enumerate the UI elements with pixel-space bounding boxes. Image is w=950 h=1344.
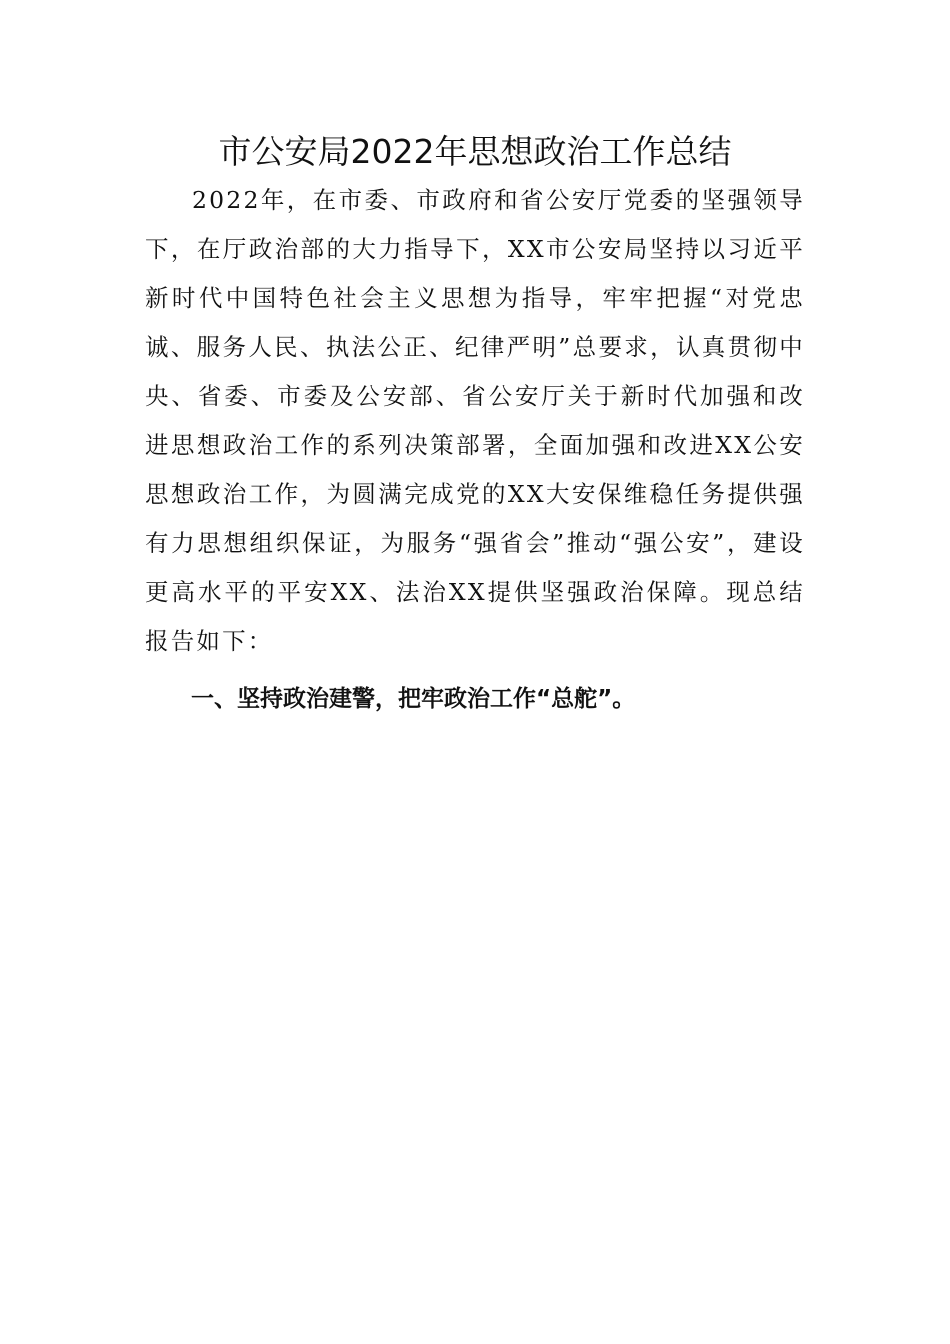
document-title: 市公安局2022年思想政治工作总结 xyxy=(218,132,732,171)
section-heading: 一、坚持政治建警，把牢政治工作“总舵”。 xyxy=(191,686,636,712)
intro-paragraph: 2022年，在市委、市政府和省公安厅党委的坚强领导下，在厅政治部的大力指导下，XX市公安局坚持以习近平新时代中国特色社会主义思想为指导，牢牢把握“对党忠诚、服务人民、执法公正、纪律严明”总要求，认真贯彻中央、省委、市委及公安部、省公安厅关于新时代加强和改进思想政治工作的系列决策部署，全面加强和改进XX公安思想政治工作，为圆满完成党的XX大安保维稳任务提供强有力思想组织保证，为服务“强省会”推动“强公安”，建设更高水平的平安XX、法治XX提供坚强政治保障。现总结报告如下： xyxy=(145,186,805,655)
